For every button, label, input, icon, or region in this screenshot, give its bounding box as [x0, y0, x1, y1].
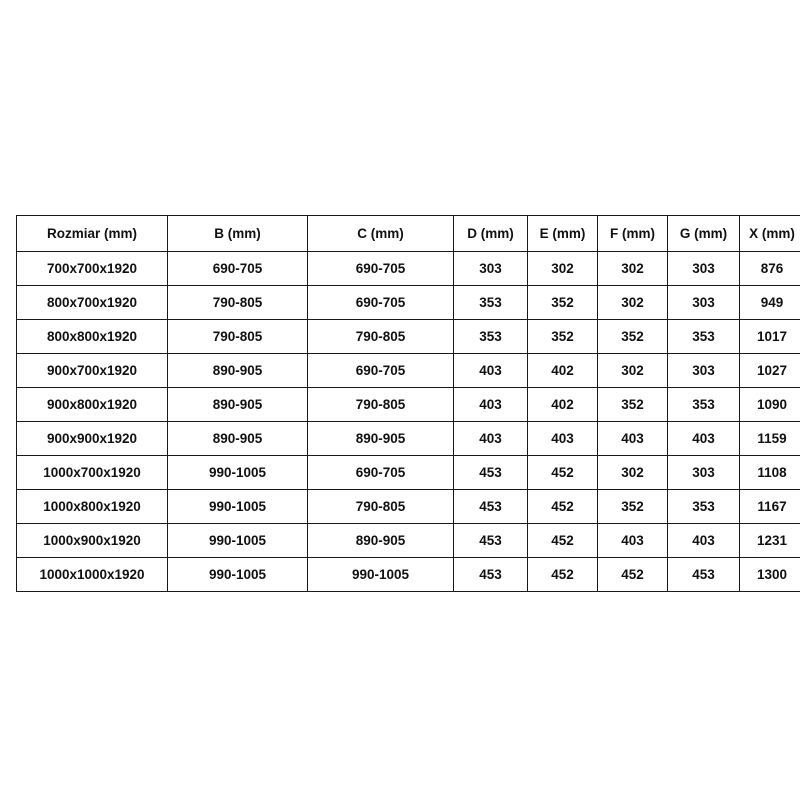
cell-d: 453	[454, 524, 528, 558]
cell-x: 1167	[740, 490, 800, 524]
cell-x: 1090	[740, 388, 800, 422]
cell-f: 302	[598, 252, 668, 286]
cell-b: 790-805	[168, 286, 308, 320]
cell-g: 403	[668, 524, 740, 558]
cell-g: 353	[668, 388, 740, 422]
column-header-c: C (mm)	[308, 216, 454, 252]
cell-b: 690-705	[168, 252, 308, 286]
table-row	[17, 422, 800, 456]
table-row	[17, 320, 800, 354]
cell-g: 403	[668, 422, 740, 456]
cell-b: 990-1005	[168, 524, 308, 558]
cell-c: 690-705	[308, 286, 454, 320]
cell-d: 453	[454, 456, 528, 490]
cell-b: 990-1005	[168, 490, 308, 524]
cell-g: 353	[668, 320, 740, 354]
cell-x: 876	[740, 252, 800, 286]
table-row	[17, 252, 800, 286]
table-body	[17, 252, 800, 592]
cell-x: 1108	[740, 456, 800, 490]
table-row	[17, 354, 800, 388]
column-header-b: B (mm)	[168, 216, 308, 252]
cell-x: 1300	[740, 558, 800, 592]
cell-b: 890-905	[168, 422, 308, 456]
cell-c: 790-805	[308, 388, 454, 422]
cell-f: 302	[598, 354, 668, 388]
cell-b: 890-905	[168, 388, 308, 422]
cell-size: 900x900x1920	[17, 422, 168, 456]
cell-e: 452	[528, 490, 598, 524]
cell-f: 352	[598, 388, 668, 422]
table-header	[17, 216, 800, 252]
cell-g: 353	[668, 490, 740, 524]
cell-e: 452	[528, 524, 598, 558]
table-header-row	[17, 216, 800, 252]
cell-f: 403	[598, 422, 668, 456]
specification-table	[16, 215, 800, 592]
table-row	[17, 524, 800, 558]
cell-c: 990-1005	[308, 558, 454, 592]
cell-size: 700x700x1920	[17, 252, 168, 286]
cell-e: 402	[528, 388, 598, 422]
cell-f: 302	[598, 456, 668, 490]
column-header-size: Rozmiar (mm)	[17, 216, 168, 252]
cell-size: 800x800x1920	[17, 320, 168, 354]
column-header-x: X (mm)	[740, 216, 800, 252]
cell-d: 403	[454, 354, 528, 388]
cell-c: 890-905	[308, 524, 454, 558]
column-header-d: D (mm)	[454, 216, 528, 252]
column-header-g: G (mm)	[668, 216, 740, 252]
cell-size: 800x700x1920	[17, 286, 168, 320]
cell-size: 1000x800x1920	[17, 490, 168, 524]
cell-size: 1000x1000x1920	[17, 558, 168, 592]
cell-f: 452	[598, 558, 668, 592]
cell-x: 1231	[740, 524, 800, 558]
cell-c: 690-705	[308, 252, 454, 286]
cell-f: 352	[598, 320, 668, 354]
cell-g: 303	[668, 354, 740, 388]
cell-c: 690-705	[308, 354, 454, 388]
cell-e: 402	[528, 354, 598, 388]
column-header-f: F (mm)	[598, 216, 668, 252]
cell-e: 452	[528, 456, 598, 490]
cell-d: 303	[454, 252, 528, 286]
specification-table-container	[16, 215, 795, 592]
table-row	[17, 456, 800, 490]
table-row	[17, 286, 800, 320]
cell-b: 890-905	[168, 354, 308, 388]
cell-c: 890-905	[308, 422, 454, 456]
cell-b: 790-805	[168, 320, 308, 354]
cell-e: 352	[528, 320, 598, 354]
cell-d: 403	[454, 388, 528, 422]
cell-c: 690-705	[308, 456, 454, 490]
cell-f: 403	[598, 524, 668, 558]
cell-d: 353	[454, 320, 528, 354]
cell-size: 900x800x1920	[17, 388, 168, 422]
cell-e: 452	[528, 558, 598, 592]
cell-d: 353	[454, 286, 528, 320]
cell-g: 303	[668, 252, 740, 286]
cell-e: 302	[528, 252, 598, 286]
cell-size: 1000x700x1920	[17, 456, 168, 490]
cell-x: 1027	[740, 354, 800, 388]
cell-size: 900x700x1920	[17, 354, 168, 388]
cell-size: 1000x900x1920	[17, 524, 168, 558]
table-row	[17, 558, 800, 592]
cell-f: 352	[598, 490, 668, 524]
cell-d: 403	[454, 422, 528, 456]
column-header-e: E (mm)	[528, 216, 598, 252]
cell-e: 403	[528, 422, 598, 456]
cell-f: 302	[598, 286, 668, 320]
cell-g: 453	[668, 558, 740, 592]
cell-x: 1159	[740, 422, 800, 456]
cell-e: 352	[528, 286, 598, 320]
cell-b: 990-1005	[168, 456, 308, 490]
cell-c: 790-805	[308, 490, 454, 524]
cell-c: 790-805	[308, 320, 454, 354]
table-row	[17, 490, 800, 524]
cell-d: 453	[454, 490, 528, 524]
cell-d: 453	[454, 558, 528, 592]
cell-b: 990-1005	[168, 558, 308, 592]
cell-g: 303	[668, 456, 740, 490]
table-row	[17, 388, 800, 422]
cell-x: 949	[740, 286, 800, 320]
cell-x: 1017	[740, 320, 800, 354]
cell-g: 303	[668, 286, 740, 320]
